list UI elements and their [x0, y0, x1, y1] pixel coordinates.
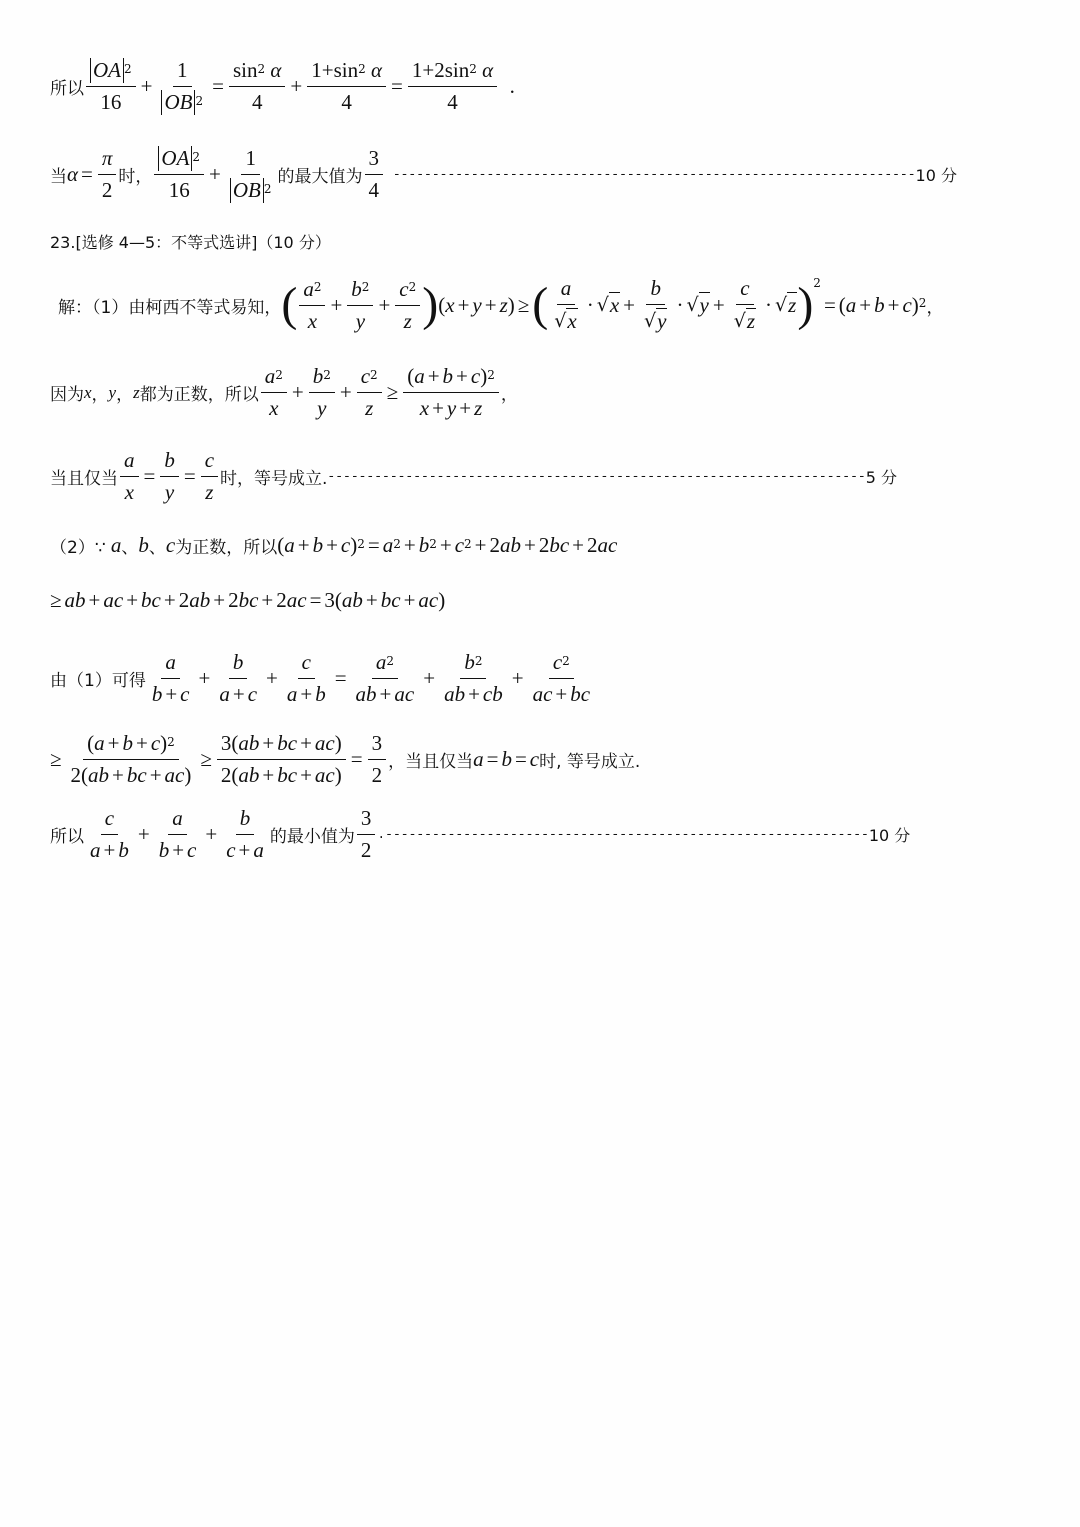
- text-when: 当: [50, 167, 67, 187]
- line-from-1: 由（1）可得 a b + c + b a + c + c a + b = a $^2$ ab + ac + b $^2$ ab + cb + c $^2$ ac + bc: [50, 650, 591, 706]
- frac-sin2-4: sin $^2$ α 4: [229, 58, 285, 115]
- text-so: 所以: [50, 79, 84, 99]
- line-chain: ≥ ( a + b + c ) $^2$ 2( ab + bc + ac ) ≥ 3( ab + bc + ac ) 2( ab + bc + ac ) = $\frac{3}{2}$ ，当且仅当 a = b = c 时, 等号成立.: [50, 731, 641, 787]
- line-part2: （2）∵ a 、 b 、 c 为正数，所以 ( a + b + c ) $^2$ = a $^2$ + b $^2$ + c $^2$ + 2 ab + 2 bc + 2 ac: [50, 533, 618, 558]
- line-equality-1: 当且仅当 $\frac{a}{x}$ = $\frac{b}{y}$ = $\frac{c}{z}$ 时，等号成立. --------------------------------------------------------------------- 5 分: [50, 448, 897, 504]
- line-oa-ob-sum: 所以 OA $^2$ 16 + 1 OB $^2$ = sin $^2$ α 4 + 1+sin $^2$ α 4 = 1+2sin $^2$ α 4 .: [50, 58, 515, 114]
- text-because: 因为: [50, 385, 84, 405]
- text-part2-mid: 为正数，所以: [175, 538, 278, 558]
- text-shi: 时，: [118, 167, 153, 187]
- line-because: 因为 x ， y ， z 都为正数，所以 a $^2$ x + b $^2$ y + c $^2$ z ≥ ( a + b + c ) $^2$ x + y + z ，: [50, 364, 518, 420]
- text-min-is: 的最小值为: [269, 827, 355, 847]
- text-max-is: 的最大值为: [277, 167, 363, 187]
- text-so-2: 所以: [50, 827, 84, 847]
- header-text: 23.[选修 4—5：不等式选讲]（10 分）: [50, 233, 331, 252]
- frac-1-ob2-b: 1 OB $^2$: [226, 146, 276, 203]
- question-23-header: [50, 230, 331, 253]
- line-min-value: 所以 c a + b + a b + c + b c + a 的最小值为 $\frac{3}{2}$ .-------------------------------------------------------------- 10 分: [50, 806, 911, 862]
- line-cauchy: 解：（1）由柯西不等式易知， ( a $^2$ x + b $^2$ y + c $^2$ z ) ( x + y + z ) ≥ ( a √ x · √ x + b √ y · √ y + c √ z · √ z ) $^2$ = ( a + b + c ) $^2$ ，: [58, 276, 944, 333]
- frac-1plussin2-4: 1+sin $^2$ α 4: [307, 58, 386, 115]
- text-sol1: 解：（1）由柯西不等式易知，: [58, 297, 282, 318]
- text-iff: 当且仅当: [50, 469, 118, 489]
- frac-oa2-16: OA $^2$ 16: [86, 58, 136, 115]
- frac-pi-2: $\frac{\pi}{2}$: [98, 146, 117, 203]
- score-5: 5 分: [865, 468, 897, 487]
- text-equal-holds: 时，等号成立.: [220, 469, 328, 489]
- text-from1: 由（1）可得: [50, 671, 146, 691]
- line-part2-ineq: ≥ ab + ac + bc + 2 ab + 2 bc + 2 ac = 3( ab + bc + ac ): [50, 588, 446, 612]
- text-iff-equal: ，当且仅当: [388, 752, 474, 772]
- score-10-b: 10 分: [868, 826, 911, 845]
- text-part2: （2）∵: [50, 538, 106, 558]
- line-max-value: 当 α = $\frac{\pi}{2}$ 时， OA $^2$ 16 + 1 OB $^2$ 的最大值为 $\frac{3}{4}$ ------------------------------------------------------------------- 10 分: [50, 146, 957, 202]
- text-positive-so: 都为正数，所以: [139, 385, 259, 405]
- text-equal-holds2: 时, 等号成立.: [539, 752, 641, 772]
- score-10-a: 10 分: [915, 166, 957, 185]
- frac-3-4: $\frac{3}{4}$: [365, 146, 384, 203]
- frac-1plus2sin2-4: 1+2sin $^2$ α 4: [408, 58, 497, 115]
- frac-oa2-16-b: OA $^2$ 16: [154, 146, 204, 203]
- frac-1-ob2: 1 OB $^2$: [157, 58, 207, 115]
